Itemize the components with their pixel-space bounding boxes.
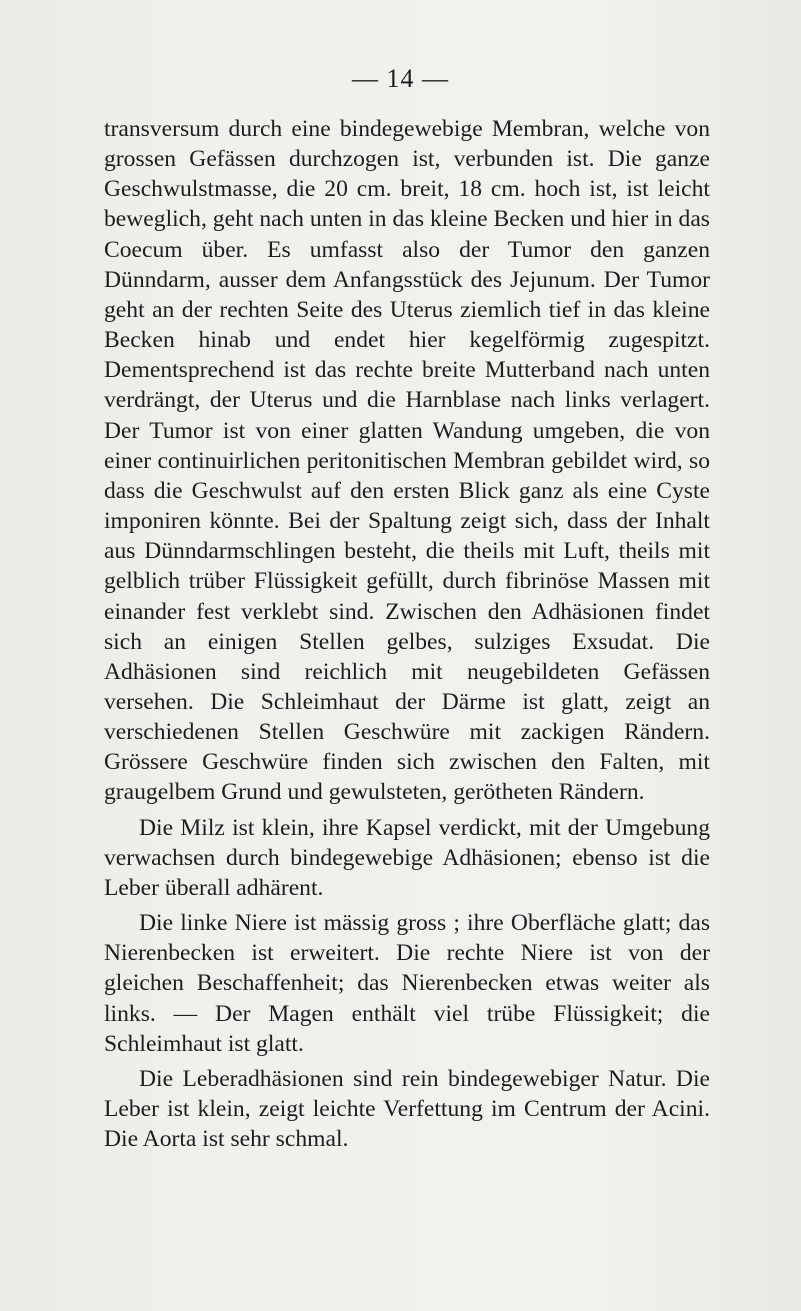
paragraph-4: Die Leberadhäsionen sind rein bindegewebiger Natur. Die Leber ist klein, zeigt leichte Verfettung im Centrum der Acini. Die Aorta ist sehr schmal. (104, 1065, 710, 1153)
paragraph-1: transversum durch eine bindegewebige Membran, welche von grossen Gefässen durchzogen ist, verbunden ist. Die ganze Geschwulstmasse, die 20 cm. breit, 18 cm. hoch ist, ist leicht beweglich, geht nach unten in das kleine Becken und hier in das Coecum über. Es umfasst also der Tumor den ganzen Dünndarm, ausser dem Anfangsstück des Jejunum. Der Tumor geht an der rechten Seite des Uterus ziemlich tief in das kleine Becken hinab und endet hier kegelförmig zugespitzt. Dementsprechend ist das rechte breite Mutterband nach unten verdrängt, der Uterus und die Harnblase nach links verlagert. Der Tumor ist von einer glatten Wandung umgeben, die von einer continuirlichen peritonitischen Membran gebildet wird, so dass die Geschwulst auf den ersten Blick ganz als eine Cyste imponiren könnte. Bei der Spaltung zeigt sich, dass der Inhalt aus Dünndarmschlingen besteht, die theils mit Luft, theils mit gelblich trüber Flüssigkeit gefüllt, durch fibrinöse Massen mit einander fest verklebt sind. Zwischen den Adhäsionen findet sich an einigen Stellen gelbes, sulziges Exsudat. Die Adhäsionen sind reichlich mit neugebildeten Gefässen versehen. Die Schleimhaut der Därme ist glatt, zeigt an verschiedenen Stellen Geschwüre mit zackigen Rändern. Grössere Geschwüre finden sich zwischen den Falten, mit graugelbem Grund und gewulsteten, gerötheten Rändern. (104, 116, 710, 806)
body-text (104, 114, 710, 1154)
paragraph-2: Die Milz ist klein, ihre Kapsel verdickt, mit der Umgebung verwachsen durch bindegewebige Adhäsionen; ebenso ist die Leber überall adhärent. (104, 814, 710, 901)
page-number: — 14 — (352, 64, 449, 93)
paragraph-3: Die linke Niere ist mässig gross ; ihre Oberfläche glatt; das Nierenbecken ist erweitert. Die rechte Niere ist von der gleichen Beschaffenheit; das Nierenbecken etwas weiter als links. — Der Magen enthält viel trübe Flüssigkeit; die Schleimhaut ist glatt. (104, 910, 710, 1057)
